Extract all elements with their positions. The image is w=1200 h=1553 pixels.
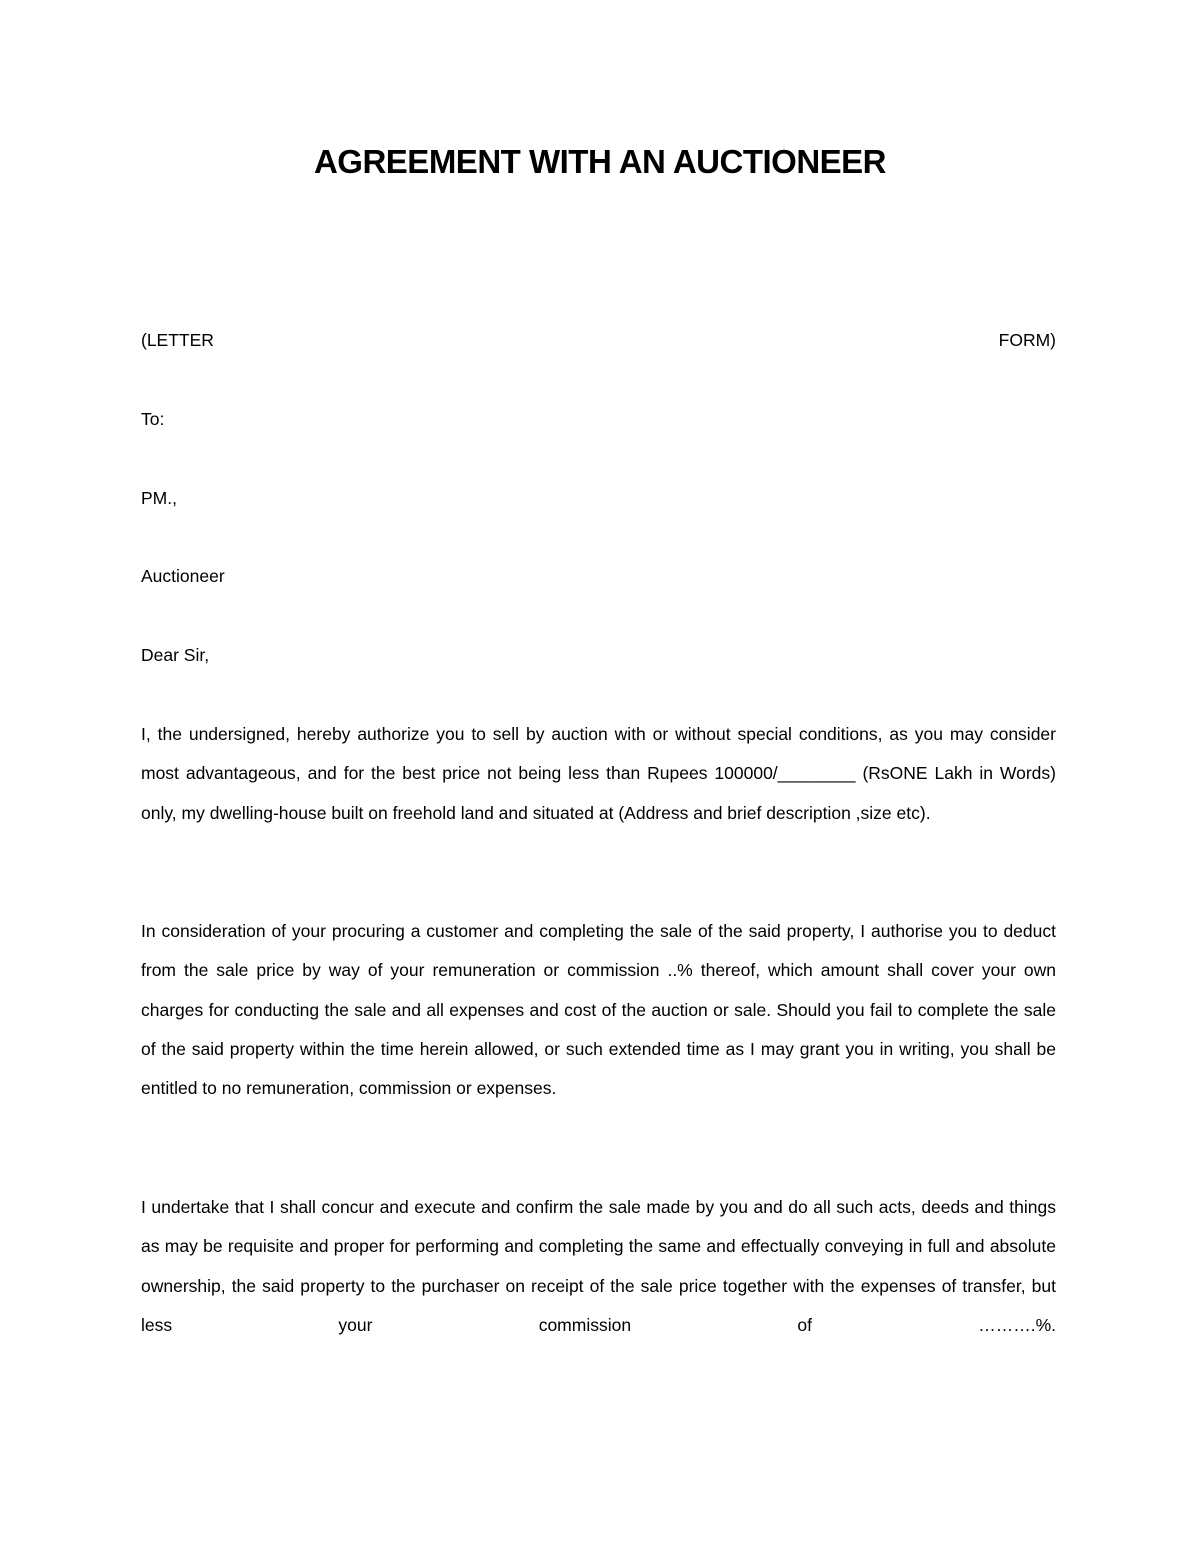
form-label-right: FORM) [998,330,1056,350]
to-label: To: [141,409,165,429]
paragraph-commission: In consideration of your procuring a customer and completing the sale of the said property, I authorise you to deduct from the sale price by way of your remuneration or commission ..% thereof, which amount shall cover your own charges for conducting the sale and all expenses and cost of the auction or sale. Should you fail to complete the sale of the said property within the time herein allowed, or such extended time as I may grant you in writing, you shall be entitled to no remuneration, commission or expenses. [141,921,1056,1099]
letter-form-line [141,321,1056,360]
recipient-name: PM., [141,488,177,508]
paragraph-authorization: I, the undersigned, hereby authorize you to sell by auction with or without special conditions, as you may consider most advantageous, and for the best price not being less than Rupees 100000/________ (RsONE Lakh in Words) only, my dwelling-house built on freehold land and situated at (Address and brief description ,size etc). [141,724,1056,823]
document-title: AGREEMENT WITH AN AUCTIONEER [313,143,887,180]
paragraph-undertaking: I undertake that I shall concur and execute and confirm the sale made by you and do all such acts, deeds and things as may be requisite and proper for performing and completing the same and effectually conveying in full and absolute ownership, the said property to the purchaser on receipt of the sale price together with the expenses of transfer, but less your commission of ……….%. [141,1197,1056,1335]
recipient-role: Auctioneer [141,566,225,586]
salutation: Dear Sir, [141,645,210,665]
form-label-left: (LETTER [141,330,214,350]
